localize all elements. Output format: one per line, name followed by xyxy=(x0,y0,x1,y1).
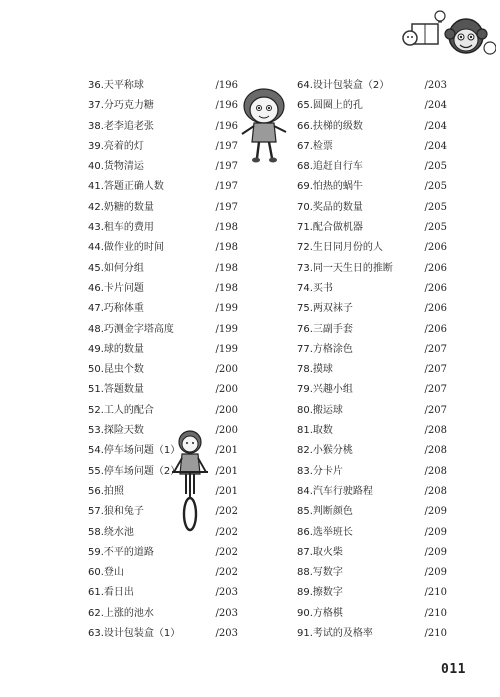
toc-entry-page: /207 xyxy=(424,343,447,355)
toc-entry-page: /200 xyxy=(215,425,238,437)
toc-entry-page: /210 xyxy=(424,628,447,640)
toc-entry[interactable] xyxy=(297,523,447,543)
toc-entry-title: 84.汽车行驶路程 xyxy=(297,485,373,497)
toc-entry-title: 66.扶梯的级数 xyxy=(297,120,363,132)
toc-entry[interactable] xyxy=(297,218,447,238)
toc-entry-title: 36.天平称球 xyxy=(88,80,144,91)
toc-entry-page: /207 xyxy=(424,404,447,416)
toc-entry[interactable] xyxy=(297,421,447,441)
toc-entry-page: /199 xyxy=(215,343,238,355)
toc-entry[interactable] xyxy=(297,279,447,299)
toc-entry-page: /200 xyxy=(215,364,238,376)
toc-entry-page: /208 xyxy=(424,425,447,437)
toc-entry-page: /203 xyxy=(424,80,447,91)
toc-entry-title: 50.昆虫个数 xyxy=(88,364,144,376)
toc-entry[interactable] xyxy=(88,563,238,583)
toc-entry-page: /196 xyxy=(215,120,238,132)
toc-entry-page: /201 xyxy=(215,485,238,497)
toc-entry[interactable] xyxy=(297,177,447,197)
toc-entry[interactable] xyxy=(88,421,238,441)
toc-entry-title: 67.检票 xyxy=(297,140,333,152)
toc-entry[interactable] xyxy=(88,238,238,258)
toc-entry[interactable] xyxy=(88,259,238,279)
toc-entry[interactable] xyxy=(88,502,238,522)
toc-entry-title: 43.租车的费用 xyxy=(88,222,154,234)
toc-entry[interactable] xyxy=(88,462,238,482)
toc-entry-page: /209 xyxy=(424,526,447,538)
toc-entry-page: /197 xyxy=(215,201,238,213)
toc-entry-page: /204 xyxy=(424,120,447,132)
toc-entry[interactable] xyxy=(297,604,447,624)
toc-entry-title: 78.摸球 xyxy=(297,364,333,376)
toc-entry[interactable] xyxy=(88,320,238,340)
toc-entry[interactable] xyxy=(297,482,447,502)
toc-entry[interactable] xyxy=(88,583,238,603)
toc-entry-title: 39.亮着的灯 xyxy=(88,140,144,152)
toc-entry[interactable] xyxy=(297,320,447,340)
toc-entry-title: 59.不平的道路 xyxy=(88,546,154,558)
toc-entry-title: 47.巧称体重 xyxy=(88,303,144,315)
toc-entry-page: /203 xyxy=(215,587,238,599)
toc-entry[interactable] xyxy=(297,583,447,603)
toc-entry-title: 85.判断颜色 xyxy=(297,506,353,518)
toc-entry-title: 81.取数 xyxy=(297,425,333,437)
toc-entry-page: /198 xyxy=(215,262,238,274)
toc-entry-page: /205 xyxy=(424,222,447,234)
toc-entry[interactable] xyxy=(297,380,447,400)
toc-entry-title: 49.球的数量 xyxy=(88,343,144,355)
toc-entry-page: /210 xyxy=(424,607,447,619)
toc-entry[interactable] xyxy=(88,380,238,400)
toc-entry-title: 44.做作业的时间 xyxy=(88,242,164,254)
toc-entry-page: /206 xyxy=(424,242,447,254)
toc-entry-page: /198 xyxy=(215,242,238,254)
toc-entry-title: 91.考试的及格率 xyxy=(297,628,373,640)
toc-entry-title: 57.狼和兔子 xyxy=(88,506,144,518)
toc-entry-title: 68.追赶自行车 xyxy=(297,161,363,173)
toc-entry-title: 89.擦数字 xyxy=(297,587,343,599)
toc-entry-page: /201 xyxy=(215,465,238,477)
toc-entry[interactable] xyxy=(88,218,238,238)
toc-entry-page: /202 xyxy=(215,567,238,579)
toc-entry[interactable] xyxy=(88,482,238,502)
cartoon-characters-header-image xyxy=(400,8,496,64)
toc-entry-page: /203 xyxy=(215,607,238,619)
toc-entry-page: /206 xyxy=(424,323,447,335)
toc-entry[interactable] xyxy=(88,117,238,137)
toc-entry[interactable] xyxy=(88,157,238,177)
toc-entry-title: 55.停车场问题（2） xyxy=(88,465,181,477)
toc-entry[interactable] xyxy=(297,563,447,583)
toc-entry[interactable] xyxy=(88,137,238,157)
toc-entry[interactable] xyxy=(88,604,238,624)
toc-entry[interactable] xyxy=(297,137,447,157)
toc-entry-title: 82.小猴分桃 xyxy=(297,445,353,457)
toc-entry[interactable] xyxy=(297,360,447,380)
toc-entry-title: 61.看日出 xyxy=(88,587,134,599)
page-number: 011 xyxy=(441,662,466,677)
toc-entry-title: 63.设计包装盒（1） xyxy=(88,628,181,640)
toc-entry-page: /206 xyxy=(424,282,447,294)
toc-entry-page: /197 xyxy=(215,181,238,193)
toc-entry[interactable] xyxy=(297,462,447,482)
toc-entry-title: 51.答题数量 xyxy=(88,384,144,396)
toc-entry-page: /204 xyxy=(424,140,447,152)
toc-entry[interactable] xyxy=(88,177,238,197)
toc-entry-title: 70.奖品的数量 xyxy=(297,201,363,213)
toc-entry-page: /197 xyxy=(215,161,238,173)
toc-entry[interactable] xyxy=(88,76,238,96)
toc-entry-title: 71.配合做机器 xyxy=(297,222,363,234)
toc-entry-title: 56.拍照 xyxy=(88,485,124,497)
toc-entry-page: /210 xyxy=(424,587,447,599)
toc-entry-page: /205 xyxy=(424,161,447,173)
toc-entry-title: 41.答题正确人数 xyxy=(88,181,164,193)
toc-entry[interactable] xyxy=(88,340,238,360)
toc-entry-title: 65.圆圈上的孔 xyxy=(297,100,363,112)
toc-right-column xyxy=(297,76,447,644)
toc-entry-page: /201 xyxy=(215,445,238,457)
toc-entry-title: 42.奶糖的数量 xyxy=(88,201,154,213)
toc-entry-title: 80.搬运球 xyxy=(297,404,343,416)
toc-entry-page: /207 xyxy=(424,384,447,396)
toc-entry-page: /200 xyxy=(215,384,238,396)
toc-entry[interactable] xyxy=(88,441,238,461)
cartoon-girl-image xyxy=(236,86,292,166)
toc-entry[interactable] xyxy=(88,299,238,319)
toc-entry-title: 38.老李追老张 xyxy=(88,120,154,132)
toc-entry-page: /197 xyxy=(215,140,238,152)
toc-entry-page: /198 xyxy=(215,222,238,234)
toc-entry-title: 40.货物清运 xyxy=(88,161,144,173)
toc-entry-title: 45.如何分组 xyxy=(88,262,144,274)
toc-entry-page: /206 xyxy=(424,262,447,274)
toc-entry-page: /208 xyxy=(424,445,447,457)
toc-entry-page: /208 xyxy=(424,465,447,477)
toc-entry-title: 86.选举班长 xyxy=(297,526,353,538)
toc-entry-title: 76.三副手套 xyxy=(297,323,353,335)
toc-entry-title: 90.方格棋 xyxy=(297,607,343,619)
toc-entry-title: 46.卡片问题 xyxy=(88,282,144,294)
toc-entry-page: /206 xyxy=(424,303,447,315)
toc-entry-page: /196 xyxy=(215,80,238,91)
toc-entry-title: 74.买书 xyxy=(297,282,333,294)
toc-entry[interactable] xyxy=(297,624,447,644)
toc-entry-page: /202 xyxy=(215,526,238,538)
toc-entry[interactable] xyxy=(297,198,447,218)
toc-entry[interactable] xyxy=(88,624,238,644)
toc-entry[interactable] xyxy=(297,340,447,360)
toc-entry[interactable] xyxy=(297,259,447,279)
toc-entry-page: /207 xyxy=(424,364,447,376)
toc-entry[interactable] xyxy=(88,543,238,563)
toc-entry-title: 62.上涨的池水 xyxy=(88,607,154,619)
toc-entry-page: /209 xyxy=(424,506,447,518)
toc-entry-page: /209 xyxy=(424,567,447,579)
toc-entry-page: /199 xyxy=(215,303,238,315)
toc-entry-page: /196 xyxy=(215,100,238,112)
toc-entry-title: 64.设计包装盒（2） xyxy=(297,80,390,91)
toc-entry-page: /209 xyxy=(424,546,447,558)
toc-entry[interactable] xyxy=(88,96,238,116)
toc-entry[interactable] xyxy=(297,117,447,137)
toc-entry-page: /205 xyxy=(424,181,447,193)
toc-entry-title: 48.巧测金字塔高度 xyxy=(88,323,174,335)
toc-entry[interactable] xyxy=(297,157,447,177)
toc-entry-title: 37.分巧克力糖 xyxy=(88,100,154,112)
toc-entry-title: 83.分卡片 xyxy=(297,465,343,477)
toc-entry-page: /198 xyxy=(215,282,238,294)
toc-entry-title: 72.生日同月份的人 xyxy=(297,242,383,254)
toc-entry[interactable] xyxy=(297,502,447,522)
toc-entry[interactable] xyxy=(297,96,447,116)
toc-entry[interactable] xyxy=(88,523,238,543)
toc-entry-title: 88.写数字 xyxy=(297,567,343,579)
toc-entry[interactable] xyxy=(297,76,447,96)
toc-left-column xyxy=(88,76,238,644)
toc-entry-page: /202 xyxy=(215,546,238,558)
toc-entry-title: 60.登山 xyxy=(88,567,124,579)
toc-entry-title: 75.两双袜子 xyxy=(297,303,353,315)
toc-entry[interactable] xyxy=(297,441,447,461)
toc-entry-title: 77.方格涂色 xyxy=(297,343,353,355)
toc-entry[interactable] xyxy=(297,299,447,319)
toc-entry-page: /199 xyxy=(215,323,238,335)
toc-entry-page: /208 xyxy=(424,485,447,497)
toc-entry-page: /204 xyxy=(424,100,447,112)
toc-entry-page: /203 xyxy=(215,628,238,640)
toc-entry-title: 79.兴趣小组 xyxy=(297,384,353,396)
toc-entry-page: /205 xyxy=(424,201,447,213)
toc-entry[interactable] xyxy=(88,401,238,421)
toc-entry[interactable] xyxy=(88,360,238,380)
toc-entry-title: 73.同一天生日的推断 xyxy=(297,262,393,274)
toc-entry-title: 53.探险天数 xyxy=(88,425,144,437)
toc-entry[interactable] xyxy=(297,401,447,421)
toc-entry-title: 52.工人的配合 xyxy=(88,404,154,416)
toc-entry-page: /202 xyxy=(215,506,238,518)
toc-entry-title: 87.取火柴 xyxy=(297,546,343,558)
toc-entry-title: 54.停车场问题（1） xyxy=(88,445,181,457)
toc-entry-title: 58.绕水池 xyxy=(88,526,134,538)
toc-entry-page: /200 xyxy=(215,404,238,416)
toc-entry-title: 69.怕热的蜗牛 xyxy=(297,181,363,193)
toc-entry[interactable] xyxy=(297,543,447,563)
toc-entry[interactable] xyxy=(88,198,238,218)
toc-entry[interactable] xyxy=(297,238,447,258)
toc-entry[interactable] xyxy=(88,279,238,299)
